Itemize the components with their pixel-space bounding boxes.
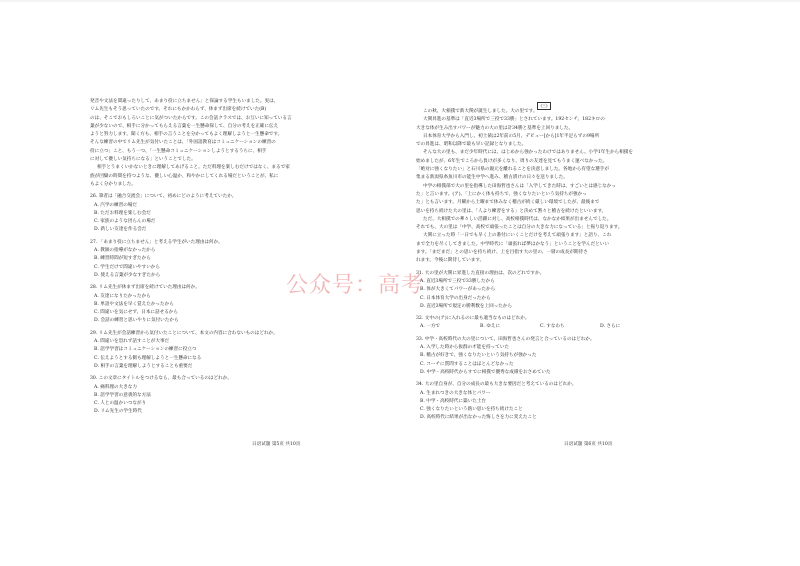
question-stem: 31. 大の里が大関に昇進した直接の理由は、次のどれですか。	[416, 270, 545, 276]
answer-option: A. 汽学の練習の場だ	[94, 202, 137, 208]
passage-line: 大関に立った時「一日でも早く上の番付にいくことだけを考えて頑張ります」と語り、これ	[423, 233, 612, 239]
answer-option: C. 伝えようとする側も理解しようと一生懸命になる	[94, 355, 202, 361]
question-33	[416, 336, 716, 377]
passage-line: 発音や文法を間違ったりして、あまり役に立ちません」と探論する学生もいました。実は、	[90, 99, 279, 104]
watermark: 公众号：高考	[286, 273, 425, 298]
section-marker: (三)	[537, 102, 551, 110]
answer-option: B. 単語や文法を早く覚えたかったから	[94, 301, 174, 307]
answer-option: B. 語学学習はコミュニケーションの練習に役立つ	[94, 347, 197, 353]
right-page	[416, 108, 716, 468]
passage-line: れます。今後に期待しています。	[416, 258, 485, 264]
passage-line: 相手とうまくいかないときに理解してあげること。ただ料理を楽しむだけではなく、まるで家	[97, 165, 290, 171]
answer-option: D. 高校時代に結果が出なかった悔しさを力に変えたこと	[420, 415, 537, 421]
passage-line: リム先生もそう思っていたのです。それにもかかわらず、休まず出席を続けていた(B)	[90, 107, 267, 113]
passage-line: 中学の相撲部で大の里を指導した田海哲也さんは「入学してきた時は、すごいとは感じなかっ	[423, 183, 616, 189]
left-passage	[90, 98, 390, 189]
answer-option: B. ゆえに	[480, 324, 501, 330]
answer-option: D. リム先生の学生時代	[94, 409, 142, 415]
answer-option: C. 人との温かいつながり	[94, 401, 147, 407]
scan-margin-top	[0, 0, 800, 2]
answer-option: B. 中学・高校時代に築いた土台	[420, 398, 487, 404]
passage-line: そんな大の里も、まだ少年時代には、はじめから強かったわけではありません。小学1年生から相撲を	[423, 150, 633, 156]
passage-line: それでも、大の里は「中学、高校で頑張ったことは自分の大きな力になっている」と振り返ります。	[416, 225, 623, 231]
passage-line: 始めましたが、6年生でころから負けが多くなり、周りの友達を見てもうまく運べなかった。	[416, 158, 608, 164]
answer-option: C. コーチに質問することはほとんどなかった	[420, 361, 514, 367]
passage-line: ただ、大相撲での華々しい活躍に対し、高校相撲時代は、なかなか結果が出ませんでした。	[423, 216, 612, 222]
answer-option: D. 会話の練習と思いやりに気付いたから	[94, 318, 179, 324]
passage-line: 日本体育大学から入門し、初土俵は2年前の5月、デビュー[から]1年半足らずの9場所	[423, 133, 600, 139]
question-32	[416, 315, 716, 332]
answer-option: C. 間違いを気にせず、日本に話せるから	[94, 310, 178, 316]
answer-option: B. 語学学習の意義的な方法	[94, 392, 151, 398]
answer-option: D. 相手の言葉を理解しようとすることも重要だ	[94, 363, 193, 369]
answer-option: D. 直近3場所で規定の勝利数を上回ったから	[420, 303, 513, 309]
passage-line: ようと努力します。聞く方も、相手の言うことを分かってもよく理解しようと一生懸命です。	[90, 132, 283, 138]
question-stem: 28. リム先生が休まず出席を続けていた理由は何か。	[90, 285, 200, 291]
answer-option: A. 間違いを恐れず話すことが大事だ	[94, 339, 170, 345]
passage-line: 族が団欒の時間を持つような、優しい心温か、和やかにしてくれる場だということが、私に	[90, 173, 279, 179]
question-stem: 30. この文章にタイトルをつけるなら、最も合っているのはどれか。	[90, 376, 232, 382]
question-29	[90, 330, 390, 371]
passage-line: での昇進は、昭和以降で最も早い記録となりました。	[416, 142, 527, 148]
answer-option: B. 体が大きくてパワーがあったから	[420, 287, 496, 293]
passage-line: まで全力を尽くしてきました。中学時代に「頑張れば夢はかなう」ということを学んだといい	[416, 241, 609, 247]
passage-line: そんな練習の中でリム先生が気付いたことは、「外国語教育はコミュニケーションの練習の	[90, 140, 276, 146]
answer-option: C. 日本体育大学の出身だったから	[420, 295, 491, 301]
question-30	[90, 375, 390, 416]
passage-line: 役に立つ」こと、もう一つ、「一生懸命コミュニケーションしようとするうちに、相手	[90, 148, 267, 154]
passage-line: に対して優しい気持ちになる」ということでした。	[90, 157, 196, 163]
answer-option: D. 使える言葉が少なすぎたから	[94, 272, 161, 278]
right-passage	[416, 108, 716, 266]
answer-options-inline	[416, 323, 716, 331]
passage-line: 葉が少ないので、相手に分かってもらえる言葉を一生懸命探して、自分の考えを正確に伝え	[90, 123, 279, 129]
question-26	[90, 193, 390, 234]
answer-option: C. すなわち	[540, 324, 565, 330]
answer-option: B. 練習時間が短すぎたから	[94, 256, 151, 262]
answer-option: A. 痛料理の大きな力	[94, 384, 137, 390]
passage-line: ます。「まだまだ」との思いを持ち続け、上を目指す大の里の、一層の成長が期待さ	[416, 250, 588, 256]
passage-line: 「絶対に強くなりたい」と石川県の親元を離れることを決意しました。各地から有望な選手が	[416, 167, 609, 173]
question-stem: 32. 文中の(ア)に入れるのに最も適当なものはどれか。	[416, 316, 530, 322]
question-stem: 29. リム先生が会話練習から気付いたことについて、本文の内容に合わないものはどれか。	[90, 330, 278, 336]
answer-option: A. 一方で	[420, 324, 441, 330]
passage-line: 大関昇進の基準は「直近3場所で三役で33勝」とされています。192センチ、182キロの	[423, 117, 605, 123]
passage-line: この秋、大相撲で新大関が誕生しました。大の里です。	[423, 109, 538, 114]
answer-option: D. さらに	[600, 324, 621, 330]
passage-line: もよく分かりました。	[90, 181, 136, 187]
answer-option: A. 入学した時から抜群の才能を持っていた	[420, 345, 509, 351]
question-34	[416, 381, 716, 422]
question-stem: 33. 中学・高校時代の大の里について、田海哲也さんの発言と合っているのはどれか。	[416, 336, 595, 342]
page-footer: 日语试题 第5页 共10页	[252, 442, 301, 447]
answer-option: C. 学生だけで間違いやすいから	[94, 264, 160, 270]
answer-option: D. 新しい友達を作る会だ	[94, 227, 147, 233]
passage-line: た」と言います。(ア)、「上にかく体も持ちで、強くなりたいという気持ちが強かっ	[416, 191, 587, 197]
answer-option: B. ただお料理を楽しむ会だ	[94, 210, 151, 216]
passage-line: た」とも言います。月曜から土曜まで休みなく稽古が続く厳しい環境でしたが、最後まで	[416, 200, 600, 206]
question-stem: 26. 筆者は「融合交流会」について、初めにどのように考えていたか。	[90, 194, 237, 200]
question-stem: 27. 「あまり役に立ちません」と考える学生がいた理由は何か。	[90, 239, 223, 245]
answer-option: A. 友達になりたかったから	[94, 293, 151, 299]
answer-option: B. 稽古が好きで、強くなりたいという気持ちが強かった	[420, 353, 537, 359]
passage-line: のは、そこでおもしろいことに気がついたからです。この会話クラスでは、お互いに知っている言	[90, 115, 292, 121]
answer-option: D. 中学・高校時代からすでに相撲で優秀な成績をおさめていた	[420, 369, 551, 375]
answer-option: A. 生まれつきの大きな体とパワー	[420, 390, 491, 396]
answer-option: A. 教師の指導がなかったから	[94, 248, 156, 254]
passage-line: 大きな体が生み出すパワーが魅力の大の里は計34勝と基準を上回りました。	[416, 125, 574, 131]
page-footer: 日语试题 第6页 共10页	[564, 442, 613, 447]
answer-option: A. 直近3場所で三役で33勝したから	[420, 278, 495, 284]
answer-option: C. 家族のような団らんの場だ	[94, 219, 156, 225]
passage-line: 思いを持ち続けた大の里は、「人より練習をする」と決めて黙々と稽古を続けたといいます。	[416, 208, 607, 214]
answer-option: C. 強くなりたいという熱い思いを持ち続けたこと	[420, 407, 523, 413]
question-stem: 34. 大の里自身が、自分の成長の最も大きな要因だと考えているのはどれか。	[416, 382, 577, 388]
question-31	[416, 270, 716, 311]
passage-line: 集まる新潟県糸魚川市の能生中学へ進み、稽古漬けの日々を送りました。	[416, 175, 568, 181]
